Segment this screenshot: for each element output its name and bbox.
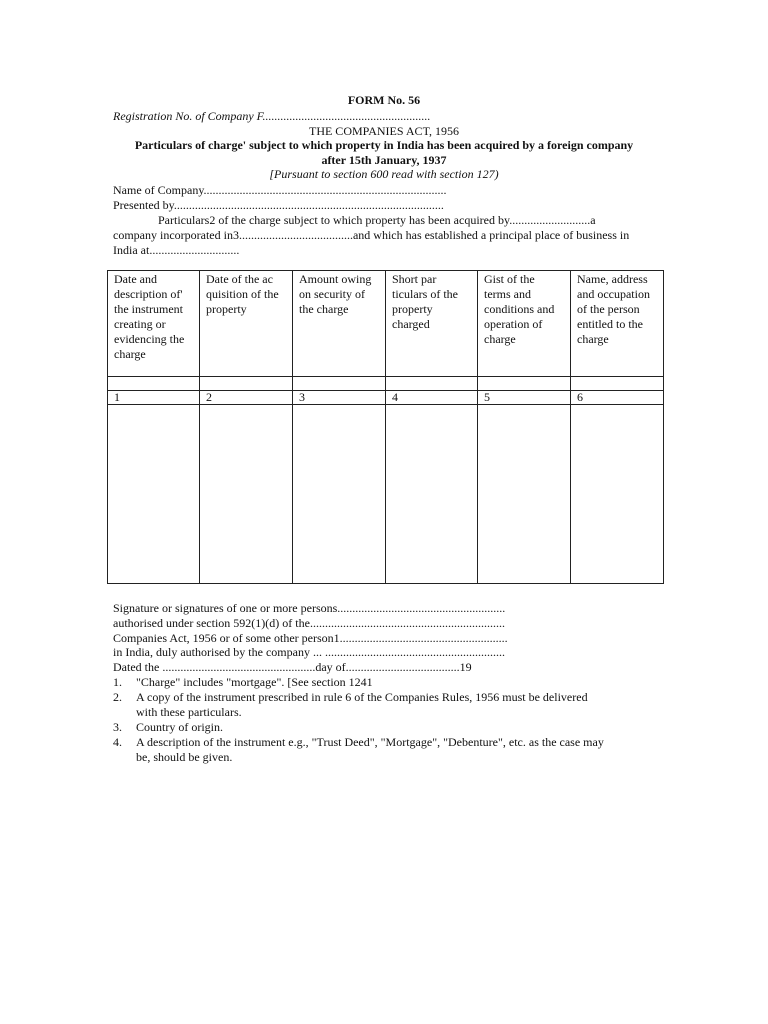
table-cell[interactable] — [478, 405, 571, 584]
table-header-cell: Amount owing on security of the charge — [293, 271, 386, 377]
table-cell[interactable] — [200, 405, 293, 584]
form-title: FORM No. 56 — [347, 93, 421, 107]
pursuant-note: [Pursuant to section 600 read with section 127) — [269, 167, 499, 181]
column-number: 5 — [478, 391, 571, 405]
signature-line-4: in India, duly authorised by the company ... ............................................................ — [113, 645, 505, 659]
column-number: 4 — [386, 391, 478, 405]
table-header-cell: Short par ticulars of the property charged — [386, 271, 478, 377]
note-text: with these particulars. — [136, 705, 242, 719]
table-header-row — [108, 271, 664, 377]
table-number-row — [108, 391, 664, 405]
note-number: 4. — [113, 735, 122, 749]
note-text: "Charge" includes "mortgage". [See section 1241 — [136, 675, 373, 689]
note-text: A copy of the instrument prescribed in rule 6 of the Companies Rules, 1956 must be delivered — [136, 690, 588, 704]
signature-line-1: Signature or signatures of one or more persons........................................................ — [113, 601, 506, 615]
name-of-company-field: Name of Company................................................................................. — [113, 183, 447, 197]
signature-line-3: Companies Act, 1956 or of some other person1........................................................ — [113, 631, 508, 645]
form-heading-line1: Particulars of charge' subject to which property in India has been acquired by a foreign company — [134, 138, 634, 152]
presented-by-field: Presented by.......................................................................................... — [113, 198, 444, 212]
table-cell[interactable] — [386, 405, 478, 584]
particulars-paragraph-line1: Particulars2 of the charge subject to which property has been acquired by...........................a — [158, 213, 596, 227]
table-header-cell: Date of the ac quisition of the property — [200, 271, 293, 377]
act-title: THE COMPANIES ACT, 1956 — [308, 124, 460, 138]
table-entry-row — [108, 405, 664, 584]
charge-particulars-table — [107, 270, 664, 584]
column-number: 1 — [108, 391, 200, 405]
column-number: 3 — [293, 391, 386, 405]
dated-line: Dated the ...................................................day of......................................19 — [113, 660, 472, 674]
table-header-cell: Name, address and occupation of the person entitled to the charge — [571, 271, 664, 377]
column-number: 6 — [571, 391, 664, 405]
note-number: 1. — [113, 675, 122, 689]
form-heading-line2: after 15th January, 1937 — [321, 153, 447, 167]
table-cell[interactable] — [108, 405, 200, 584]
note-number: 2. — [113, 690, 122, 704]
note-number: 3. — [113, 720, 122, 734]
note-text: A description of the instrument e.g., "Trust Deed", "Mortgage", "Debenture", etc. as the case may — [136, 735, 604, 749]
signature-line-2: authorised under section 592(1)(d) of the................................................................. — [113, 616, 505, 630]
particulars-paragraph-line2: company incorporated in3......................................and which has established a principal place of business in — [113, 228, 630, 242]
table-spacer-row — [108, 377, 664, 391]
column-number: 2 — [200, 391, 293, 405]
table-header-cell: Gist of the terms and conditions and operation of charge — [478, 271, 571, 377]
particulars-paragraph-line3: India at.............................. — [113, 243, 240, 257]
note-text: Country of origin. — [136, 720, 223, 734]
table-cell[interactable] — [571, 405, 664, 584]
registration-line: Registration No. of Company F........................................................ — [113, 109, 431, 123]
note-text: be, should be given. — [136, 750, 233, 764]
table-cell[interactable] — [293, 405, 386, 584]
table-header-cell: Date and description of' the instrument creating or evidencing the charge — [108, 271, 200, 377]
